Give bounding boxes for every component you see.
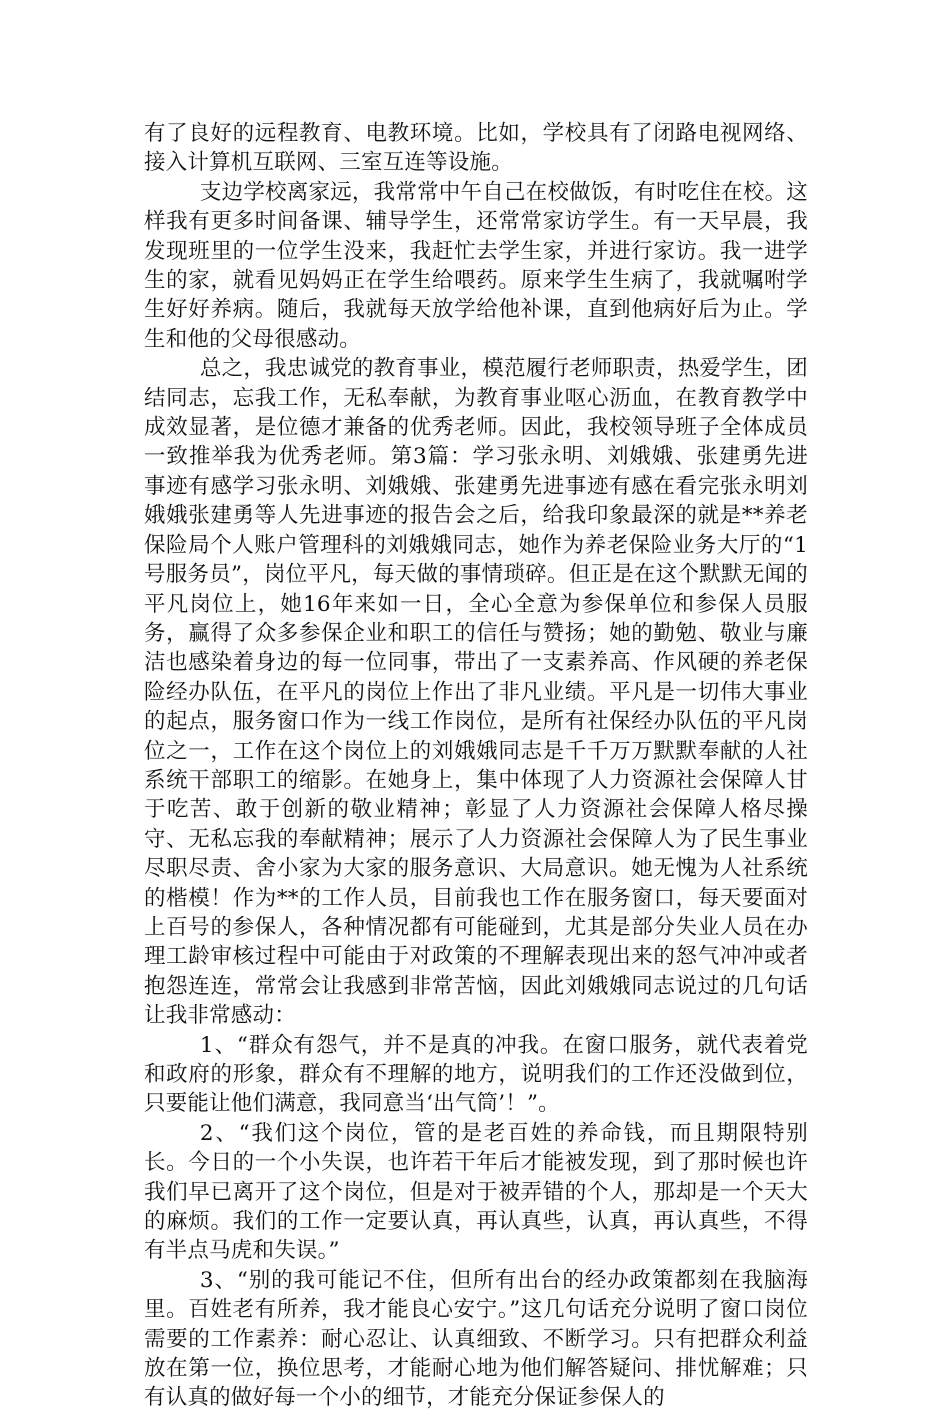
paragraph-6: 3、“别的我可能记不住，但所有出台的经办政策都刻在我脑海里。百姓老有所养，我才能良心安宁。”这几句话充分说明了窗口岗位需要的工作素养：耐心忍让、认真细致、不断学习。只有把群众利益放在第一位，换位思考，才能耐心地为他们解答疑问、排忧解难；只有认真的做好每一个小的细节，才能充分保证参保人的 (144, 1267, 808, 1411)
paragraph-4: 1、“群众有怨气，并不是真的冲我。在窗口服务，就代表着党和政府的形象，群众有不理解的地方，说明我们的工作还没做到位，只要能让他们满意，我同意当‘出气筒’！”。 (144, 1032, 808, 1117)
paragraph-2: 支边学校离家远，我常常中午自己在校做饭，有时吃住在校。这样我有更多时间备课、辅导学生，还常常家访学生。有一天早晨，我发现班里的一位学生没来，我赶忙去学生家，并进行家访。我一进学生的家，就看见妈妈正在学生给喂药。原来学生生病了，我就嘱咐学生好好养病。随后，我就每天放学给他补课，直到他病好后为止。学生和他的父母很感动。 (144, 179, 808, 352)
document-body (144, 119, 808, 1413)
paragraph-3: 总之，我忠诚党的教育事业，模范履行老师职责，热爱学生，团结同志，忘我工作，无私奉献，为教育事业呕心沥血，在教育教学中成效显著，是位德才兼备的优秀老师。因此，我校领导班子全体成员一致推举我为优秀老师。第3篇：学习张永明、刘娥娥、张建勇先进事迹有感学习张永明、刘娥娥、张建勇先进事迹有感在看完张永明刘娥娥张建勇等人先进事迹的报告会之后，给我印象最深的就是**养老保险局个人账户管理科的刘娥娥同志，她作为养老保险业务大厅的“1号服务员”，岗位平凡，每天做的事情琐碎。但正是在这个默默无闻的平凡岗位上，她16年来如一日，全心全意为参保单位和参保人员服务，赢得了众多参保企业和职工的信任与赞扬；她的勤勉、敬业与廉洁也感染着身边的每一位同事，带出了一支素养高、作风硬的养老保险经办队伍，在平凡的岗位上作出了非凡业绩。平凡是一切伟大事业的起点，服务窗口作为一线工作岗位，是所有社保经办队伍的平凡岗位之一，工作在这个岗位上的刘娥娥同志是千千万万默默奉献的人社系统干部职工的缩影。在她身上，集中体现了人力资源社会保障人甘于吃苦、敢于创新的敬业精神；彰显了人力资源社会保障人格尽操守、无私忘我的奉献精神；展示了人力资源社会保障人为了民生事业尽职尽责、舍小家为大家的服务意识、大局意识。她无愧为人社系统的楷模！作为**的工作人员，目前我也工作在服务窗口，每天要面对上百号的参保人，各种情况都有可能碰到，尤其是部分失业人员在办理工龄审核过程中可能由于对政策的不理解表现出来的怒气冲冲或者抱怨连连，常常会让我感到非常苦恼，因此刘娥娥同志说过的几句话让我非常感动： (144, 356, 808, 1029)
paragraph-5: 2、“我们这个岗位，管的是老百姓的养命钱，而且期限特别长。今日的一个小失误，也许若干年后才能被发现，到了那时候也许我们早已离开了这个岗位，但是对于被弄错的个人，那却是一个天大的麻烦。我们的工作一定要认真，再认真些，认真，再认真些，不得有半点马虎和失误。” (144, 1120, 808, 1264)
paragraph-1: 有了良好的远程教育、电教环境。比如，学校具有了闭路电视网络、接入计算机互联网、三室互连等设施。 (144, 121, 808, 176)
